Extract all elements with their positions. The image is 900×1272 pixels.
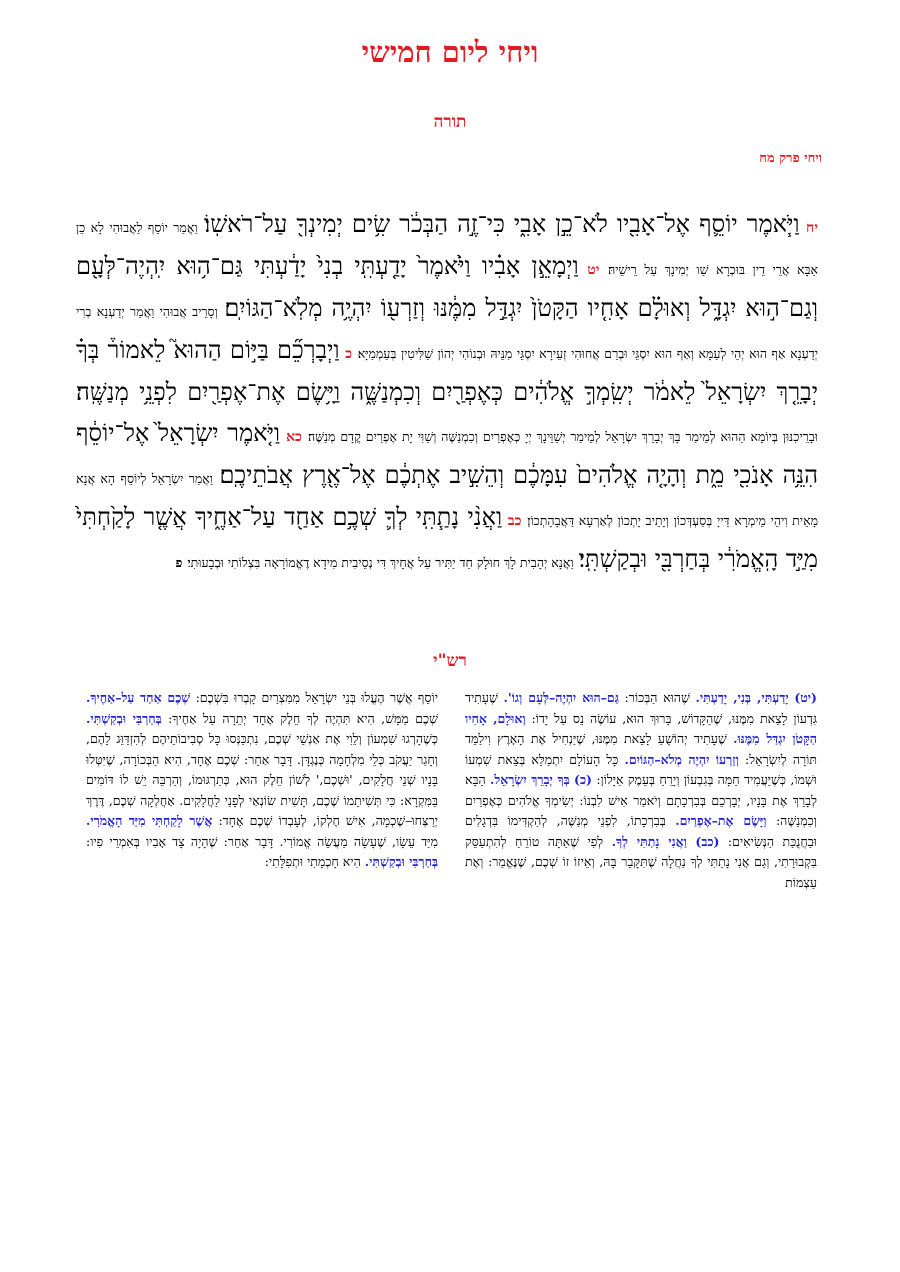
rashi-dibur-hamatchil: גַּם–הוּא יִהְיֶה–לְּעָם וְגוֹ'. — [503, 690, 619, 705]
onkelos-text: וַאֲנָא יְהָבִית לָךְ חוּלָק חַד יַתִּיר עַל אֲחָיךְ דִּי נְסֵיבִית מִידָא דֶאֱמוֹרָאָה בִּצְלוֹתִי וּבְבָעוּתִי׃ — [187, 555, 574, 570]
rashi-dibur-hamatchil: וְאוּלָם, אָחִיו הַקָּטֹן יִגְדַּל מִמֶּנּוּ. — [465, 710, 817, 746]
rashi-heading: רש"י — [433, 651, 467, 671]
verse-text: וַאֲנִ֨י נָתַ֧תִּֽי לְךָ֛ שְׁכֶ֥ם אַחַ֖ד עַל־אַחֶ֑יךָ אֲשֶׁ֤ר לָקַ֙חְתִּי֙ מִיַּ֣ד הָֽאֱמֹרִ֔י בְּחַרְבִּ֖י וּבְקַשְׁתִּֽי׃ — [76, 503, 818, 573]
rashi-dibur-hamatchil: וַאֲנִי נָתַתִּי לְךָ. — [611, 833, 687, 849]
verse-number: יט — [587, 262, 600, 278]
rashi-verse-number: (יט) — [794, 690, 817, 705]
rashi-verse-number: (כב) — [695, 833, 720, 849]
petucha-marker: פ — [175, 555, 183, 570]
rashi-dibur-hamatchil: בְּחַרְבִּי וּבְקַשְׁתִּי. — [364, 854, 438, 869]
rashi-text: הַבָּא לְבָרֵךְ אֶת בָּנָיו, יְבָרְכֵם בְּבִרְכָתָם וְיֹאמַר אִישׁ לִבְנוֹ: יְשִׂימְךָ אֱלֹהִים כְּאֶפְרַיִם וְכִמְנַשֶּׁה: — [465, 772, 817, 828]
onkelos-text: וְסָרֵיב אֲבוּהִי וַאֲמַר יְדַעְנָא בְרִי יְדַעְנָא אַף הוּא יְהֵי לְעַמָּא וְאַף הוּא יִסְגֵּי וּבְרַם אֲחוּהִי זְעֵירָא יִסְגֵּי מִנֵּיהּ וּבְנוֹהִי יְהוֹן שַׁלִּיטִין בְּעַמְמַיָּא׃ — [76, 304, 818, 361]
torah-text — [76, 205, 818, 582]
rashi-text: בְּבִרְכָתוֹ, לִפְנֵי מְנַשֶּׁה, לְהַקְדִּימוֹ בִּדְגָלִים וּבַחֲנֻכַּת הַנְּשִׂיאִים: — [465, 813, 817, 849]
rashi-text: יוֹסֵף אֲשֶׁר הֶעֱלוּ בְּנֵי יִשְׂרָאֵל מִמִּצְרַיִם קָבְרוּ בִּשְׁכֶם: — [195, 690, 438, 705]
rashi-text: שֶׁעָתִיד גִּדְעוֹן לָצֵאת מִמֶּנּוּ, שֶׁהַקָּדוֹשׁ, בָּרוּךְ הוּא, עוֹשֶׂה נֵס עַל יָדוֹ: — [465, 690, 817, 726]
verse-number: כב — [507, 513, 522, 529]
rashi-text: מִיַּד עֵשָׂו, שֶׁעָשָׂה מַעֲשֵׂה אֱמוֹרִי. דָּבָר אַחֵר: שֶׁהָיָה צָד אָבִיו בְּאִמְרֵי פִיו: — [86, 833, 438, 849]
rashi-text: כָּל הָעוֹלָם יִתְמַלֵּא בְּצֵאת שִׁמְעוֹ וּשְׁמוֹ, כְּשֶׁיַּעֲמִיד חַמָּה בְּגִבְעוֹן וְיָרֵחַ בְּעֵמֶק אַיָּלוֹן: — [465, 751, 817, 787]
verse-text: וַיֹּ֧אמֶר יוֹסֵ֛ף אֶל־אָבִ֖יו לֹא־כֵ֣ן אָבִ֑י כִּי־זֶ֣ה הַבְּכֹ֔ר שִׂ֥ים יְמִינְךָ֖ עַל־רֹאשֽׁוֹ׃ — [204, 210, 800, 238]
verse-text: וַיְבָרְכֵ֞ם בַּיּ֣וֹם הַהוּא֮ לֵאמוֹר֒ בְּךָ֗ יְבָרֵ֤ךְ יִשְׂרָאֵל֙ לֵאמֹ֔ר יְשִֽׂמְךָ֣ אֱלֹהִ֔ים כְּאֶפְרַ֖יִם וְכִמְנַשֶּׁ֑ה וַיָּ֥שֶׂם אֶת־אֶפְרַ֖יִם לִפְנֵ֥י מְנַשֶּֽׁה׃ — [76, 336, 818, 406]
rashi-dibur-hamatchil: יָדַעְתִּי, בְּנִי, יָדַעְתִּי. — [695, 690, 789, 705]
verse-number: כ — [345, 346, 353, 362]
page-title: ויחי ליום חמישי — [361, 35, 539, 69]
rashi-text: הִיא חָכְמָתִי וּתְפִלָּתִי: — [264, 854, 361, 869]
rashi-dibur-hamatchil: בְּחַרְבִּי וּבְקַשְׁתִּי. — [86, 710, 162, 726]
rashi-text: שֶׁעָתִיד יְהוֹשֻׁעַ לָצֵאת מִמֶּנּוּ, שֶׁיַּנְחִיל אֶת הָאָרֶץ וִילַמֵּד תּוֹרָה לְיִשְׂרָאֵל: — [465, 731, 817, 767]
rashi-text: שְׁכֶם מַמָּשׁ, הִיא תִּהְיֶה לְךָ חֵלֶק אֶחָד יְתֵרָה עַל אַחֶיךָ: — [168, 710, 438, 726]
onkelos-text: וַאֲמַר יוֹסֵף לַאֲבוּהִי לָא כֵן אַבָּא אֲרֵי דֵין בּוּכְרָא שַׁו יְמִינָךְ עַל רֵישֵׁיהּ׃ — [76, 220, 818, 277]
verse-number: כא — [286, 429, 302, 445]
rashi-dibur-hamatchil: וַיָּשֶׂם אֶת–אֶפְרַיִם. — [675, 813, 767, 828]
rashi-column-left — [86, 688, 438, 873]
verse-text: וַיְמָאֵ֣ן אָבִ֗יו וַיֹּ֙אמֶר֙ יָדַ֤עְתִּֽי בְנִי֙ יָדַ֔עְתִּי גַּם־ה֥וּא יִֽהְיֶה־לְּעָ֖ם וְגַם־ה֣וּא יִגְדָּ֑ל וְאוּלָ֗ם אָחִ֤יו הַקָּטֹן֙ יִגְדַּ֣ל מִמֶּ֔נּוּ וְזַרְע֖וֹ יִהְיֶ֥ה מְלֹֽא־הַגּוֹיִֽם׃ — [76, 252, 818, 322]
rashi-verse-number: (כ) — [574, 772, 592, 787]
rashi-text: כְּשֶׁהָרְגוּ שִׁמְעוֹן וְלֵוִי אֶת אַנְשֵׁי שְׁכֶם, נִתְכַּנְּסוּ כָּל סְבִיבוֹתֵיהֶם לְהִזְדַּוֵּג לָהֶם, וְחָגַר יַעֲקֹב כְּלֵי מִלְחָמָה כְּנֶגְדָּן. דָּבָר אַחֵר: שְׁכֶם אֶחָד, הִיא הַבְּכוֹרָה, שֶׁיִּטְּלוּ בָּנָיו שְׁנֵי חֲלָקִים, 'וּשְׁכֶם,' לְשׁוֹן חֵלֶק הוּא, כְּתַרְגּוּמוֹ, וְהַרְבֵּה יֵשׁ לוֹ דּוֹמִים בַּמִּקְרָא: כִּי תְּשִׁיתֵמוֹ שֶׁכֶם, תָּשִׁית שׂוֹנְאַי לְפָנַי לַחֲלָקִים. אַחֲלְקָה שְׁכֶם, דֶּרֶךְ יְרַצְּחוּ–שֶׁכְמָה, אִישׁ חֶלְקוֹ, לְעָבְדוֹ שְׁכֶם אֶחָד: — [86, 731, 438, 828]
rashi-dibur-hamatchil: שְׁכֶם אַחַד עַל–אַחֶיךָ. — [86, 690, 191, 705]
rashi-dibur-hamatchil: בְּךָ יְבָרֵךְ יִשְׂרָאֵל. — [490, 772, 570, 787]
chapter-label: ויחי פרק מח — [759, 151, 822, 166]
verse-text: וַיֹּ֤אמֶר יִשְׂרָאֵל֙ אֶל־יוֹסֵ֔ף הִנֵּ֥ה אָנֹכִ֖י מֵ֑ת וְהָיָ֤ה אֱלֹהִים֙ עִמָּכֶ֔ם וְהֵשִׁ֣יב אֶתְכֶ֔ם אֶל־אֶ֖רֶץ אֲבֹתֵיכֶֽם׃ — [76, 419, 818, 489]
rashi-text: שֶׁהוּא הַבְּכוֹר: — [624, 690, 690, 705]
rashi-text: לְפִי שֶׁאַתָּה טוֹרֵחַ לְהִתְעַסֵּק בִּקְבוּרָתִי, וְגַם אֲנִי נָתַתִּי לְךָ נַחֲלָה שֶׁתִּקָּבֵר בָּהּ, וְאֵיזוֹ זוֹ שְׁכֶם, שֶׁנֶּאֱמַר: וְאֶת עַצְמוֹת — [465, 833, 817, 890]
onkelos-text: וַאֲמַר יִשְׂרָאֵל לְיוֹסֵף הָא אֲנָא מָאֵית וִיהֵי מֵימְרָא דַּייָ בְּסַעְדְּכוֹן וְיָתֵיב יָתְכוֹן לְאַרְעָא דַּאֲבָהָתְכוֹן׃ — [76, 471, 818, 528]
rashi-column-right — [465, 688, 817, 893]
section-title: תורה — [433, 112, 467, 132]
verse-number: יח — [806, 220, 818, 236]
rashi-dibur-hamatchil: אֲשֶׁר לָקַחְתִּי מִיַּד הָאֱמֹרִי. — [86, 813, 213, 828]
rashi-dibur-hamatchil: וְזַרְעוֹ יִהְיֶה מְלֹא–הַגּוֹיִם. — [624, 751, 739, 767]
verse-block — [76, 205, 818, 582]
onkelos-text: וּבָרֵיכִנּוּן בְּיוֹמָא הַהוּא לְמֵימַר בָּךְ יְבָרֵךְ יִשְׂרָאֵל לְמֵימַר יְשַׁוֵּינָךְ יְיָ כְּאֶפְרַיִם וְכִמְנַשֶּׁה וְשַׁוִּי יָת אֶפְרַיִם קֳדָם מְנַשֶּׁה׃ — [307, 429, 818, 444]
